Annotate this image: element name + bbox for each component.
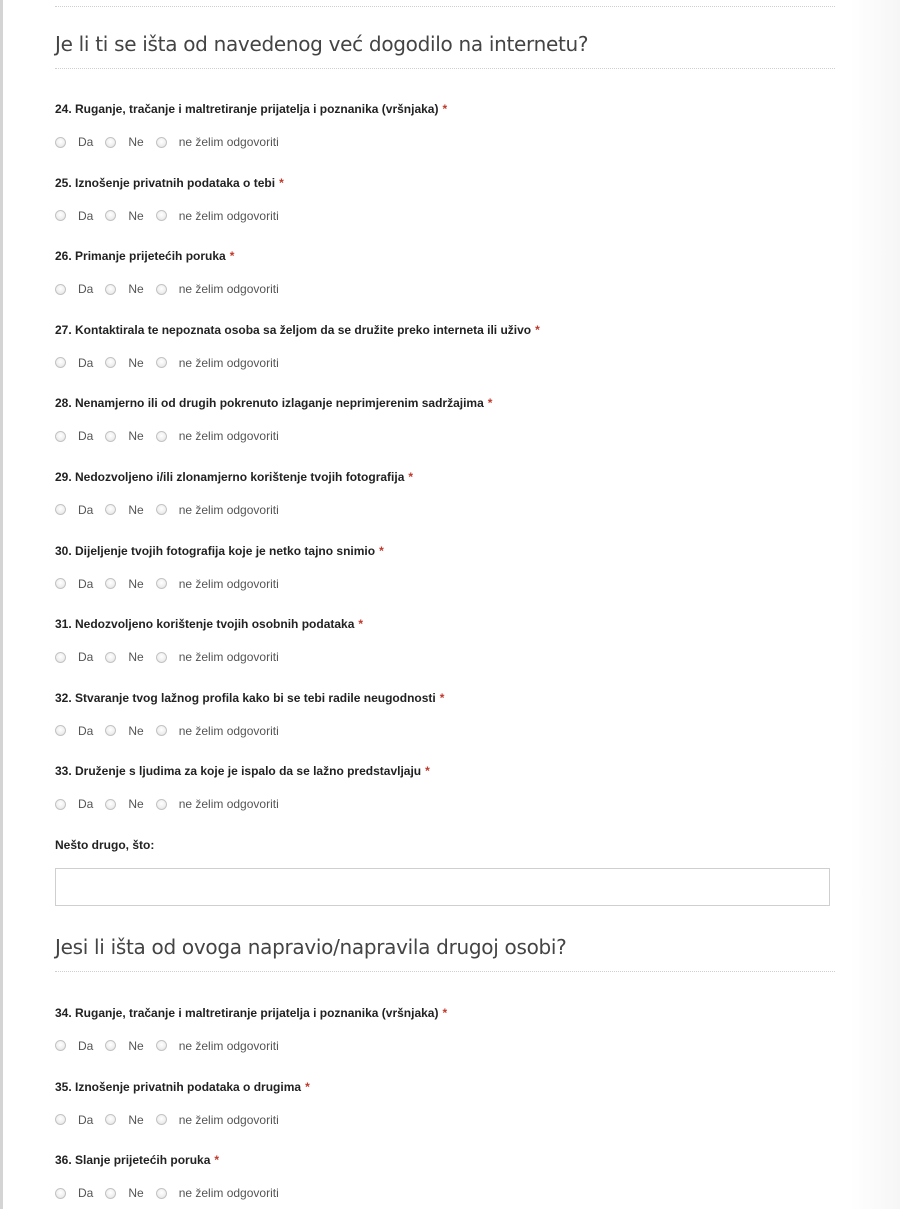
option-label[interactable]: Da (78, 723, 94, 738)
option-label[interactable]: Da (78, 208, 94, 223)
section-online-experiences (55, 32, 835, 906)
option-label[interactable]: ne želim odgovoriti (178, 723, 279, 738)
option-label[interactable]: Ne (128, 502, 144, 517)
radio-button[interactable] (156, 1188, 167, 1199)
radio-button[interactable] (105, 137, 116, 148)
required-marker: * (535, 322, 540, 337)
question-item (55, 394, 835, 468)
radio-button[interactable] (105, 652, 116, 663)
radio-button[interactable] (156, 431, 167, 442)
option-label[interactable]: ne želim odgovoriti (178, 355, 279, 370)
option-label[interactable]: ne želim odgovoriti (178, 135, 279, 149)
option-label[interactable]: ne želim odgovoriti (178, 282, 279, 297)
other-question (55, 836, 835, 906)
question-text: 35. Iznošenje privatnih podataka o drugima (55, 1079, 302, 1094)
question-text: 24. Ruganje, tračanje i maltretiranje prijatelja i poznanika (vršnjaka) (55, 102, 439, 116)
required-marker: * (442, 1005, 448, 1020)
required-marker: * (425, 764, 430, 779)
required-marker: * (214, 1153, 220, 1168)
question-label (55, 321, 835, 339)
question-label (55, 1004, 835, 1022)
answer-options (55, 575, 835, 593)
question-text: 26. Primanje prijetećih poruka (55, 249, 226, 264)
option-label[interactable]: Ne (128, 355, 144, 370)
radio-button[interactable] (55, 725, 66, 736)
radio-button[interactable] (156, 504, 167, 515)
question-list (55, 100, 835, 836)
question-label (55, 689, 835, 707)
answer-options (55, 280, 835, 298)
option-label[interactable]: Da (78, 1038, 94, 1053)
top-divider (55, 6, 835, 7)
option-label[interactable]: ne želim odgovoriti (178, 502, 279, 517)
option-label[interactable]: Da (78, 576, 94, 591)
answer-options (55, 354, 835, 372)
question-item (55, 321, 835, 395)
option-label[interactable]: Ne (128, 1186, 144, 1201)
option-label[interactable]: Da (78, 355, 94, 370)
required-marker: * (358, 617, 364, 632)
option-label[interactable]: Da (78, 1186, 94, 1201)
answer-options (55, 722, 835, 740)
radio-button[interactable] (105, 431, 116, 442)
question-item (55, 100, 835, 174)
question-text: 29. Nedozvoljeno i/ili zlonamjerno korištenje tvojih fotografija (55, 469, 405, 484)
question-label (55, 1078, 835, 1096)
question-item (55, 689, 835, 763)
question-label (55, 247, 835, 265)
option-label[interactable]: Da (78, 502, 94, 517)
page-right-shadow (850, 0, 900, 1209)
required-marker: * (305, 1079, 310, 1094)
question-item (55, 1004, 835, 1078)
radio-button[interactable] (55, 1040, 66, 1051)
radio-button[interactable] (55, 652, 66, 663)
option-label[interactable]: ne želim odgovoriti (178, 208, 279, 223)
radio-button[interactable] (105, 284, 116, 295)
option-label[interactable]: ne želim odgovoriti (178, 1186, 279, 1201)
other-label: Nešto drugo, što: (55, 837, 155, 852)
question-label (55, 762, 835, 780)
required-marker: * (439, 690, 445, 705)
answer-options (55, 427, 835, 445)
option-label[interactable]: ne želim odgovoriti (178, 429, 279, 444)
option-label[interactable]: Ne (128, 282, 144, 297)
option-label[interactable]: Da (78, 282, 94, 297)
section-heading: Jesi li išta od ovoga napravio/napravila drugoj osobi? (55, 935, 835, 972)
radio-button[interactable] (156, 1114, 167, 1125)
radio-button[interactable] (156, 137, 167, 148)
radio-button[interactable] (105, 1040, 116, 1051)
radio-button[interactable] (156, 210, 167, 221)
radio-button[interactable] (55, 210, 66, 221)
question-text: 31. Nedozvoljeno korištenje tvojih osobnih podataka (55, 617, 355, 632)
option-label[interactable]: Ne (128, 1112, 144, 1127)
radio-button[interactable] (105, 1188, 116, 1199)
answer-options (55, 501, 835, 519)
radio-button[interactable] (55, 799, 66, 810)
question-label (55, 542, 835, 560)
answer-options (55, 795, 835, 813)
question-item (55, 468, 835, 542)
required-marker: * (279, 175, 284, 190)
question-label (55, 468, 835, 486)
question-text: 32. Stvaranje tvog lažnog profila kako bi se tebi radile neugodnosti (55, 690, 436, 705)
radio-button[interactable] (55, 1188, 66, 1199)
radio-button[interactable] (156, 357, 167, 368)
section-heading: Je li ti se išta od navedenog već dogodilo na internetu? (55, 32, 835, 69)
question-item (55, 174, 835, 248)
radio-button[interactable] (156, 652, 167, 663)
option-label[interactable]: ne želim odgovoriti (178, 797, 279, 812)
question-label (55, 100, 835, 118)
radio-button[interactable] (55, 284, 66, 295)
survey-form (55, 0, 835, 1225)
answer-options (55, 133, 835, 151)
option-label[interactable]: Ne (128, 797, 144, 812)
radio-button[interactable] (55, 578, 66, 589)
question-label (55, 174, 835, 192)
radio-button[interactable] (55, 504, 66, 515)
radio-button[interactable] (105, 799, 116, 810)
answer-options (55, 207, 835, 225)
question-item (55, 762, 835, 836)
required-marker: * (379, 543, 384, 558)
radio-button[interactable] (105, 725, 116, 736)
option-label[interactable]: Ne (128, 650, 144, 665)
radio-button[interactable] (55, 431, 66, 442)
required-marker: * (442, 102, 448, 116)
option-label[interactable]: Da (78, 797, 94, 812)
question-item (55, 1078, 835, 1152)
question-label (55, 394, 835, 412)
radio-button[interactable] (105, 1114, 116, 1125)
required-marker: * (487, 396, 493, 411)
answer-options (55, 648, 835, 666)
page-left-border (0, 0, 3, 1209)
option-label[interactable]: Da (78, 650, 94, 665)
option-label[interactable]: ne želim odgovoriti (178, 1112, 279, 1127)
radio-button[interactable] (105, 578, 116, 589)
required-marker: * (408, 469, 414, 484)
option-label[interactable]: ne želim odgovoriti (178, 1038, 279, 1053)
radio-button[interactable] (55, 357, 66, 368)
radio-button[interactable] (55, 1114, 66, 1125)
option-label[interactable]: Da (78, 429, 94, 444)
other-text-field[interactable] (55, 868, 830, 906)
option-label[interactable]: Da (78, 1112, 94, 1127)
radio-button[interactable] (105, 210, 116, 221)
option-label[interactable]: Ne (128, 208, 144, 223)
required-marker: * (229, 249, 235, 264)
radio-button[interactable] (156, 799, 167, 810)
question-label (55, 1151, 835, 1169)
radio-button[interactable] (156, 578, 167, 589)
radio-button[interactable] (105, 357, 116, 368)
question-text: 33. Druženje s ljudima za koje je ispalo da se lažno predstavljaju (55, 764, 422, 779)
question-text: 27. Kontaktirala te nepoznata osoba sa željom da se družite preko interneta ili uživo (55, 322, 532, 337)
radio-button[interactable] (156, 725, 167, 736)
option-label[interactable]: Ne (128, 723, 144, 738)
section-actions-toward-others (55, 935, 835, 1225)
radio-button[interactable] (55, 137, 66, 148)
question-text: 36. Slanje prijetećih poruka (55, 1153, 211, 1168)
question-text: 34. Ruganje, tračanje i maltretiranje prijatelja i poznanika (vršnjaka) (55, 1005, 439, 1020)
option-label[interactable]: Ne (128, 576, 144, 591)
question-text: 25. Iznošenje privatnih podataka o tebi (55, 175, 276, 190)
question-item (55, 1151, 835, 1225)
answer-options (55, 1037, 835, 1055)
option-label[interactable]: ne želim odgovoriti (178, 650, 279, 665)
question-list (55, 1004, 835, 1225)
answer-options (55, 1184, 835, 1202)
option-label[interactable]: Da (78, 135, 94, 149)
radio-button[interactable] (105, 504, 116, 515)
radio-button[interactable] (156, 284, 167, 295)
option-label[interactable]: Ne (128, 1038, 144, 1053)
question-item (55, 615, 835, 689)
question-item (55, 247, 835, 321)
option-label[interactable]: Ne (128, 429, 144, 444)
option-label[interactable]: Ne (128, 135, 144, 149)
question-text: 30. Dijeljenje tvojih fotografija koje je netko tajno snimio (55, 543, 376, 558)
option-label[interactable]: ne želim odgovoriti (178, 576, 279, 591)
question-text: 28. Nenamjerno ili od drugih pokrenuto izlaganje neprimjerenim sadržajima (55, 396, 484, 411)
radio-button[interactable] (156, 1040, 167, 1051)
question-item (55, 542, 835, 616)
question-label (55, 615, 835, 633)
answer-options (55, 1111, 835, 1129)
